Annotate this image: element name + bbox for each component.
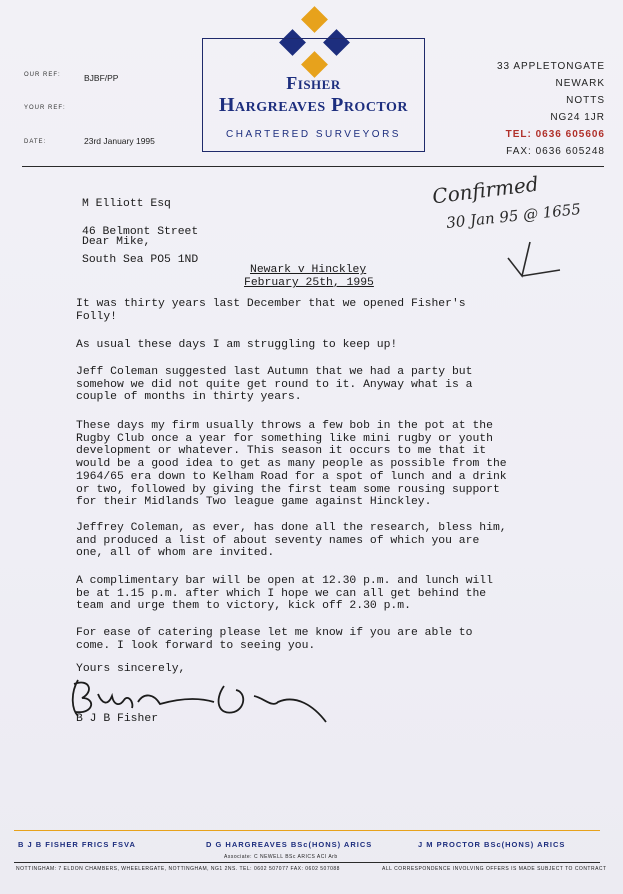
fax: FAX: 0636 605248 [506, 146, 605, 157]
subject-line-1: Newark v Hinckley [250, 264, 367, 276]
firm-tagline: CHARTERED SURVEYORS [226, 129, 401, 140]
footer-lower-divider [14, 862, 600, 863]
closing: Yours sincerely, [76, 663, 186, 675]
telephone: TEL: 0636 605606 [505, 129, 605, 140]
recipient-address [82, 183, 198, 281]
handwritten-date-time: 30 Jan 95 @ 1655 [445, 199, 582, 233]
header-divider [22, 166, 604, 167]
footer-partner-3: J M PROCTOR BSc(HONS) ARICS [418, 840, 566, 849]
subject-line-2: February 25th, 1995 [244, 277, 374, 289]
your-ref-label: YOUR REF: [24, 105, 66, 111]
footer-partner-1: B J B FISHER FRICS FSVA [18, 840, 136, 849]
footer-partner-2: D G HARGREAVES BSc(HONS) ARICS [206, 840, 373, 849]
recipient-line: 46 Belmont Street [82, 226, 199, 238]
address-line: NOTTS [566, 95, 605, 106]
paragraph: A complimentary bar will be open at 12.30 p.m. and lunch will be at 1.15 p.m. after which I hope we can all get behind the team and urge them to victory, kick off 2.30 p.m. [76, 575, 493, 613]
address-line: 33 APPLETONGATE [496, 61, 605, 72]
paragraph: These days my firm usually throws a few bob in the pot at the Rugby Club once a year for something like mini rugby or youth development or whatever. This season it occurs to me that it would be a good idea to get as many people as possible from the 1964/65 era down to Kelham Road for a spot of lunch and a drink or two, followed by giving the first team some rousing support for their Midlands Two league game against Hinckley. [76, 420, 507, 509]
paragraph: Jeffrey Coleman, as ever, has done all the research, bless him, and produced a list of about seventy names of which you are one, all of whom are invited. [76, 522, 507, 560]
address-line: NEWARK [555, 78, 605, 89]
paragraph: For ease of catering please let me know if you are able to come. I look forward to seeing you. [76, 627, 473, 652]
signatory-name: B J B Fisher [76, 713, 159, 725]
recipient-line: South Sea PO5 1ND [82, 254, 199, 266]
our-ref-label: OUR REF: [24, 72, 61, 78]
our-ref-value: BJBF/PP [84, 73, 119, 83]
firm-address [440, 58, 605, 160]
address-line: NG24 1JR [550, 112, 605, 123]
paragraph: As usual these days I am struggling to keep up! [76, 339, 398, 351]
footer-nottingham-office: NOTTINGHAM: 7 ELDON CHAMBERS, WHEELERGATE, NOTTINGHAM, NG1 2NS. TEL: 0602 507077 FAX: 0602 507088 [16, 866, 340, 872]
handwritten-confirmed: Confirmed [430, 171, 540, 209]
firm-logo-box [202, 38, 425, 152]
handwritten-tick-mark [500, 236, 570, 286]
paragraph: Jeff Coleman suggested last Autumn that we had a party but somehow we did not quite get round to it. Anyway what is a couple of months in thirty years. [76, 366, 473, 404]
firm-name-line2: Hargreaves Proctor [218, 94, 409, 116]
date-label: DATE: [24, 139, 47, 145]
recipient-line: M Elliott Esq [82, 198, 171, 210]
firm-name-line1: Fisher [286, 73, 341, 93]
salutation: Dear Mike, [82, 236, 151, 248]
date-value: 23rd January 1995 [84, 136, 155, 146]
logo-diamond-top [301, 6, 328, 33]
paragraph: It was thirty years last December that we opened Fisher's Folly! [76, 298, 466, 323]
footer-divider [14, 830, 600, 831]
footer-correspondence-note: ALL CORRESPONDENCE INVOLVING OFFERS IS MADE SUBJECT TO CONTRACT [382, 866, 607, 872]
footer-associate: Associate: C NEWELL BSc ARICS ACI Arb [224, 854, 338, 860]
